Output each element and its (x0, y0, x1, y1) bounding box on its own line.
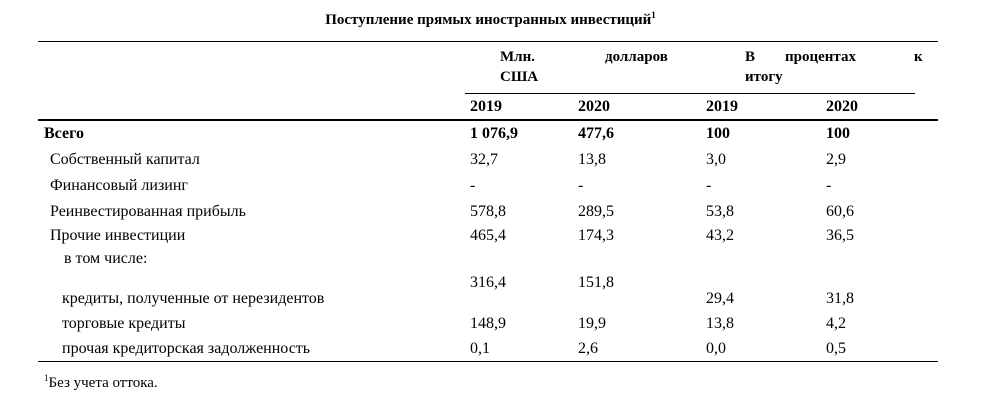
top-rule (38, 41, 938, 42)
row-value: 289,5 (578, 203, 614, 220)
header-group2-c: к (914, 49, 923, 65)
row-value: 0,1 (470, 340, 490, 357)
row-value: 19,9 (578, 315, 606, 332)
row-value: 151,8 (578, 274, 614, 291)
row-value: - (706, 177, 712, 194)
footnote (44, 373, 158, 392)
row-value: - (470, 177, 476, 194)
row-value: 578,8 (470, 203, 506, 220)
header-group2-a: В (745, 49, 756, 65)
header-group1-a: Млн. (500, 49, 535, 65)
row-value: 13,8 (706, 315, 734, 332)
row-value: 0,5 (826, 340, 846, 357)
row-label: Реинвестированная прибыль (50, 203, 246, 220)
row-value: 1 076,9 (470, 125, 518, 142)
row-label: Финансовый лизинг (50, 177, 188, 194)
row-value: 36,5 (826, 227, 854, 244)
header-group1-b: долларов (605, 49, 668, 65)
row-value: 32,7 (470, 151, 498, 168)
header-group2-b: процентах (785, 49, 856, 65)
row-value: 465,4 (470, 227, 506, 244)
row-value: - (578, 177, 584, 194)
row-value: 2,6 (578, 340, 598, 357)
footnote-text: Без учета оттока. (48, 375, 158, 391)
row-value: 2,9 (826, 151, 846, 168)
row-label: кредиты, полученные от нерезидентов (62, 290, 325, 307)
header-group2-d: итогу (745, 69, 783, 85)
row-label: Прочие инвестиции (50, 227, 186, 244)
year-col1: 2019 (470, 98, 502, 115)
row-value: 316,4 (470, 274, 506, 291)
row-label: в том числе: (64, 250, 148, 267)
row-value: 43,2 (706, 227, 734, 244)
row-value: 31,8 (826, 290, 854, 307)
table-title: Поступление прямых иностранных инвестиций$^1$ (325, 10, 656, 28)
row-value: 100 (826, 125, 850, 142)
row-value: 100 (706, 125, 730, 142)
row-value: 4,2 (826, 315, 846, 332)
bottom-rule (38, 361, 938, 362)
row-value: 53,8 (706, 203, 734, 220)
row-value: 3,0 (706, 151, 726, 168)
header-bottom-rule (38, 119, 938, 121)
year-col4: 2020 (826, 98, 858, 115)
row-value: 477,6 (578, 125, 614, 142)
header-mid-rule (465, 93, 915, 94)
row-value: 13,8 (578, 151, 606, 168)
year-col2: 2020 (578, 98, 610, 115)
row-value: 60,6 (826, 203, 854, 220)
row-label: Всего (44, 125, 84, 142)
header-group1-c: США (500, 69, 539, 85)
row-value: 0,0 (706, 340, 726, 357)
row-value: 148,9 (470, 315, 506, 332)
year-col3: 2019 (706, 98, 738, 115)
row-value: 174,3 (578, 227, 614, 244)
row-label: прочая кредиторская задолженность (62, 340, 311, 357)
row-value: 29,4 (706, 290, 734, 307)
row-value: - (826, 177, 832, 194)
footnote-mark: 1 (44, 373, 49, 383)
row-label: Собственный капитал (50, 151, 200, 168)
title-footnote-mark: 1 (651, 10, 656, 20)
row-label: торговые кредиты (62, 315, 186, 332)
